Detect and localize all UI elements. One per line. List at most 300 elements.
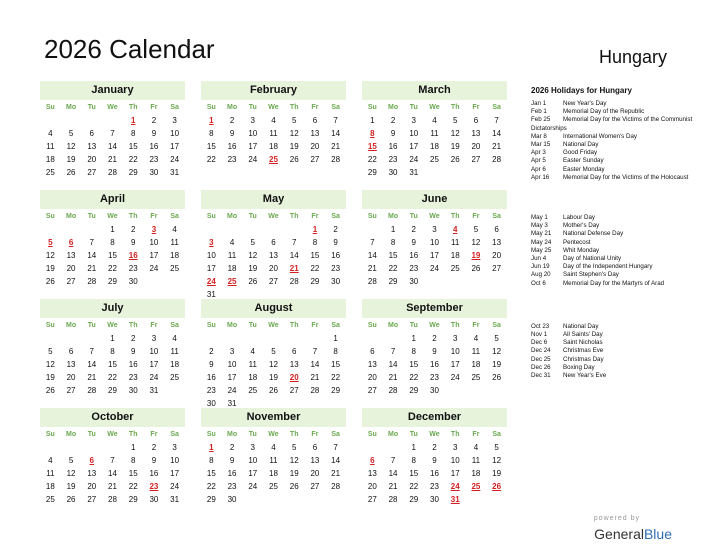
day-cell: 26 [471,264,481,273]
day-cell: 9 [229,129,235,138]
day-cell: 9 [229,456,235,465]
day-cell: 3 [172,116,177,125]
weekday-label: Mo [388,104,399,111]
holiday-name: Easter Monday [563,165,605,173]
day-cell: 28 [87,386,97,395]
holiday-date: May 1 [531,214,548,222]
week-row [201,371,346,384]
day-cell: 24 [149,373,159,382]
day-cell: 9 [432,456,437,465]
holiday-date: May 21 [531,230,552,238]
day-cell: 13 [289,360,299,369]
day-cell: 6 [89,129,94,138]
day-cell: 5 [291,116,297,125]
day-cell: 24 [170,155,180,164]
day-cell: 24 [149,264,159,273]
day-cell: 28 [331,482,341,491]
day-cell: 22 [331,373,341,382]
weekday-label: We [429,322,440,329]
day-cell: 22 [409,482,419,491]
day-cell: 13 [66,251,76,260]
day-cell: 10 [149,238,159,247]
day-cell: 26 [492,373,502,382]
day-cell [466,493,487,506]
holiday-date: Jun 19 [531,263,550,271]
holiday-day-cell: 1 [130,116,136,125]
week-row [362,127,507,140]
holiday-group-spacer [531,182,703,214]
day-cell: 20 [269,264,278,273]
day-cell: 11 [471,456,481,465]
holiday-name: Memorial Day for the Victims of the Holocaust [563,173,689,181]
weekday-label: Fr [472,322,480,329]
day-cell: 7 [291,238,297,247]
day-cell [61,114,82,127]
day-cell: 28 [331,155,341,164]
day-cell: 10 [409,129,419,138]
day-cell: 2 [229,116,235,125]
day-cell [102,441,123,454]
weekday-label: Fr [311,322,319,329]
day-cell: 8 [110,238,115,247]
day-cell: 23 [331,264,341,273]
month-october [40,408,185,506]
weekday-label: Th [450,322,460,329]
day-cell: 7 [312,347,318,356]
day-cell: 12 [450,129,460,138]
weekday-label: Su [45,104,55,111]
week-row [362,345,507,358]
day-cell: 24 [450,373,460,382]
day-cell: 20 [310,142,320,151]
weekday-label: Tu [248,431,257,438]
day-cell: 23 [128,373,138,382]
day-cell: 24 [170,482,180,491]
day-cell: 10 [248,456,258,465]
weekday-label: Tu [409,213,418,220]
holiday-entry [531,230,703,238]
week-row [362,441,507,454]
day-cell [222,332,243,345]
day-cell: 20 [66,373,76,382]
week-row [201,275,346,288]
day-cell: 15 [108,360,117,369]
weekday-label: We [429,213,440,220]
weekday-label: Tu [248,104,257,111]
day-cell [102,114,123,127]
week-row [40,275,185,288]
day-cell: 12 [492,456,502,465]
day-cell: 22 [108,373,117,382]
day-cell [486,275,507,288]
day-cell: 3 [229,347,235,356]
weekday-label: Su [45,322,55,329]
day-cell: 31 [227,399,237,408]
day-cell: 7 [370,238,375,247]
week-row [40,140,185,153]
day-cell: 16 [331,251,341,260]
day-cell: 2 [130,334,136,343]
day-cell: 24 [248,155,258,164]
day-cell: 17 [149,251,159,260]
holiday-entry [531,263,703,271]
day-cell: 12 [492,347,502,356]
day-cell: 14 [108,142,117,151]
weekday-row [362,319,507,332]
holiday-day-cell: 5 [48,238,53,247]
week-row [362,166,507,179]
holiday-entry [531,323,703,331]
day-cell: 28 [108,495,117,504]
day-cell: 16 [227,469,237,478]
day-cell: 16 [227,142,237,151]
day-cell: 24 [248,482,258,491]
weekday-label: Su [206,213,216,220]
day-cell: 10 [170,456,180,465]
day-cell: 6 [271,238,276,247]
day-cell: 6 [473,116,479,125]
weekday-label: Fr [311,431,319,438]
day-cell: 5 [291,443,297,452]
weekday-label: We [429,431,440,438]
day-cell: 2 [390,116,396,125]
day-cell: 28 [388,386,398,395]
day-cell: 10 [248,129,258,138]
day-cell: 17 [149,360,159,369]
week-row [362,454,507,467]
holiday-entry [531,100,703,108]
weekday-label: Su [45,213,55,220]
day-cell: 30 [149,168,159,177]
day-cell: 17 [170,142,180,151]
week-row [201,140,346,153]
day-cell: 29 [310,277,320,286]
day-cell: 5 [48,347,53,356]
holiday-name: Memorial Day of the Republic [563,108,645,116]
day-cell [81,223,102,236]
day-cell: 7 [390,347,396,356]
day-cell: 23 [149,155,159,164]
week-row [40,127,185,140]
day-cell: 13 [367,360,377,369]
day-cell: 14 [367,251,377,260]
holiday-day-cell: 26 [492,482,502,491]
weekday-label: Mo [388,322,399,329]
month-header: December [362,408,507,427]
day-cell: 7 [89,347,94,356]
day-cell: 22 [409,373,419,382]
day-cell: 3 [250,116,255,125]
day-cell: 20 [87,155,97,164]
weekday-row [40,319,185,332]
day-cell: 12 [66,142,76,151]
weekday-row [40,210,185,223]
day-cell: 18 [269,469,278,478]
day-cell: 31 [206,290,216,299]
day-cell: 3 [411,116,416,125]
week-row [40,371,185,384]
week-row [40,223,185,236]
day-cell: 7 [333,443,338,452]
week-row [201,236,346,249]
day-cell: 21 [108,155,117,164]
day-cell: 24 [409,155,419,164]
holiday-entry [531,214,703,222]
day-cell: 29 [388,277,398,286]
day-cell: 11 [248,360,257,369]
day-cell: 4 [48,456,53,465]
day-cell: 14 [289,251,299,260]
day-cell [486,166,507,179]
day-cell: 16 [128,360,138,369]
month-header: February [201,81,346,100]
weekday-label: Fr [472,431,480,438]
day-cell: 22 [108,264,117,273]
holiday-entry [531,166,703,174]
holiday-name: Christmas Day [563,355,604,363]
weekday-label: Th [128,213,138,220]
day-cell: 22 [388,264,398,273]
day-cell: 2 [432,334,437,343]
weekday-label: Mo [66,322,77,329]
holiday-date: Feb 1 [531,108,547,116]
weekday-label: Sa [170,322,179,329]
day-cell: 4 [473,443,479,452]
day-cell: 6 [68,347,74,356]
weekday-label: Su [367,213,377,220]
day-cell: 3 [452,334,458,343]
day-cell: 18 [248,373,258,382]
week-row [40,262,185,275]
day-cell: 8 [411,347,416,356]
week-row [40,493,185,506]
weekday-label: Mo [388,213,399,220]
day-cell [362,441,383,454]
week-row [201,345,346,358]
day-cell: 11 [269,129,278,138]
weekday-label: Tu [248,322,257,329]
day-cell: 30 [128,277,138,286]
holiday-entry [531,280,703,288]
weekday-label: Su [206,322,216,329]
weekday-label: Mo [227,431,238,438]
day-cell: 23 [227,155,237,164]
holiday-entry [531,356,703,364]
day-cell [263,223,284,236]
holiday-name: International Women's Day [563,132,637,140]
day-cell: 4 [473,334,479,343]
week-row [362,262,507,275]
day-cell [81,332,102,345]
holiday-entry [531,255,703,263]
day-cell: 8 [411,456,416,465]
day-cell: 8 [209,456,214,465]
day-cell: 16 [149,142,159,151]
day-cell: 11 [170,347,179,356]
day-cell: 15 [128,142,138,151]
holiday-entry [531,141,703,149]
day-cell [144,275,165,288]
weekday-label: Mo [66,431,77,438]
day-cell: 8 [130,456,136,465]
day-cell [164,384,185,397]
day-cell: 26 [269,386,278,395]
day-cell: 25 [170,264,180,273]
day-cell: 15 [206,142,216,151]
day-cell: 19 [289,469,299,478]
week-row [362,223,507,236]
day-cell: 19 [492,469,502,478]
weekday-label: Fr [472,213,480,220]
day-cell: 21 [367,264,377,273]
holiday-name: Mother's Day [563,222,600,230]
day-cell: 1 [370,116,375,125]
day-cell: 21 [492,142,502,151]
day-cell [222,223,243,236]
day-cell: 3 [432,225,437,234]
weekday-label: Sa [170,213,179,220]
holiday-date: Dec 25 [531,355,551,363]
month-header: January [40,81,185,100]
day-cell: 12 [66,469,76,478]
day-cell: 1 [110,334,115,343]
brand-name-blue: Blue [643,526,672,542]
weekday-label: Fr [150,322,158,329]
day-cell: 7 [110,129,115,138]
day-cell: 12 [45,360,55,369]
weekday-label: Tu [87,431,96,438]
week-row [201,493,346,506]
holiday-day-cell: 3 [151,225,157,234]
day-cell: 1 [333,334,338,343]
weekday-label: Tu [409,104,418,111]
day-cell: 12 [289,129,299,138]
month-header: June [362,190,507,209]
day-cell [362,223,383,236]
holiday-date: Apr 6 [531,165,546,173]
day-cell: 16 [206,373,216,382]
month-december [362,408,507,506]
holiday-name: New Year's Eve [563,372,607,380]
day-cell: 10 [450,456,460,465]
day-cell: 29 [409,386,419,395]
week-row [40,166,185,179]
day-cell: 26 [45,386,55,395]
holiday-name: New Year's Day [563,100,607,107]
day-cell: 3 [250,443,255,452]
weekday-row [362,428,507,441]
month-header: September [362,299,507,318]
weekday-label: Sa [331,431,340,438]
day-cell: 13 [310,129,320,138]
weekday-label: Tu [87,104,96,111]
day-cell: 20 [471,142,481,151]
country-name: Hungary [598,47,667,67]
day-cell: 30 [430,495,439,504]
day-cell [61,441,82,454]
day-cell: 23 [206,386,216,395]
day-cell: 28 [108,168,117,177]
day-cell: 1 [130,443,136,452]
week-row [40,441,185,454]
holiday-date: Dec 24 [531,347,551,355]
weekday-label: Mo [66,104,77,111]
weekday-row [201,210,346,223]
day-cell [61,223,82,236]
day-cell: 29 [331,386,341,395]
day-cell: 29 [128,495,138,504]
holiday-day-cell: 15 [367,142,377,151]
holiday-name: Christmas Eve [563,347,604,355]
day-cell: 23 [430,373,439,382]
day-cell: 1 [411,334,416,343]
day-cell: 15 [108,251,117,260]
weekday-label: Su [367,104,377,111]
weekday-label: Mo [66,213,77,220]
day-cell [284,223,305,236]
brand-logo[interactable] [594,526,672,542]
day-cell: 27 [269,277,278,286]
day-cell: 31 [170,168,180,177]
week-row [201,358,346,371]
day-cell [466,275,487,288]
week-row [40,358,185,371]
day-cell: 26 [289,155,299,164]
holiday-date: Oct 23 [531,322,550,330]
day-cell: 28 [289,277,299,286]
holiday-day-cell: 25 [471,482,481,491]
holiday-date: Apr 16 [531,173,550,181]
day-cell: 15 [409,360,419,369]
day-cell: 26 [289,482,299,491]
week-row [201,249,346,262]
day-cell: 31 [409,168,419,177]
weekday-label: Sa [492,104,501,111]
day-cell: 21 [388,373,398,382]
month-header: November [201,408,346,427]
weekday-label: Tu [248,213,257,220]
holiday-day-cell: 19 [471,251,481,260]
day-cell: 6 [370,347,375,356]
day-cell: 19 [492,360,502,369]
month-may [201,190,346,301]
day-cell: 26 [450,155,460,164]
day-cell: 18 [170,251,180,260]
day-cell: 31 [170,495,180,504]
day-cell: 28 [87,277,97,286]
day-cell: 2 [209,347,214,356]
day-cell: 8 [130,129,136,138]
day-cell [445,384,466,397]
day-cell: 19 [248,264,258,273]
day-cell: 17 [409,142,419,151]
holiday-day-cell: 3 [209,238,214,247]
weekday-row [362,210,507,223]
day-cell: 14 [388,469,398,478]
weekday-label: Th [289,213,299,220]
day-cell: 9 [151,129,157,138]
day-cell: 5 [250,238,255,247]
weekday-label: Th [128,431,138,438]
day-cell: 27 [87,168,97,177]
day-cell: 8 [209,129,214,138]
week-row [362,384,507,397]
month-header: April [40,190,185,209]
holiday-name: Memorial Day for the Martyrs of Arad [563,279,665,287]
day-cell: 22 [128,482,138,491]
week-row [362,493,507,506]
holiday-entry [531,149,703,157]
